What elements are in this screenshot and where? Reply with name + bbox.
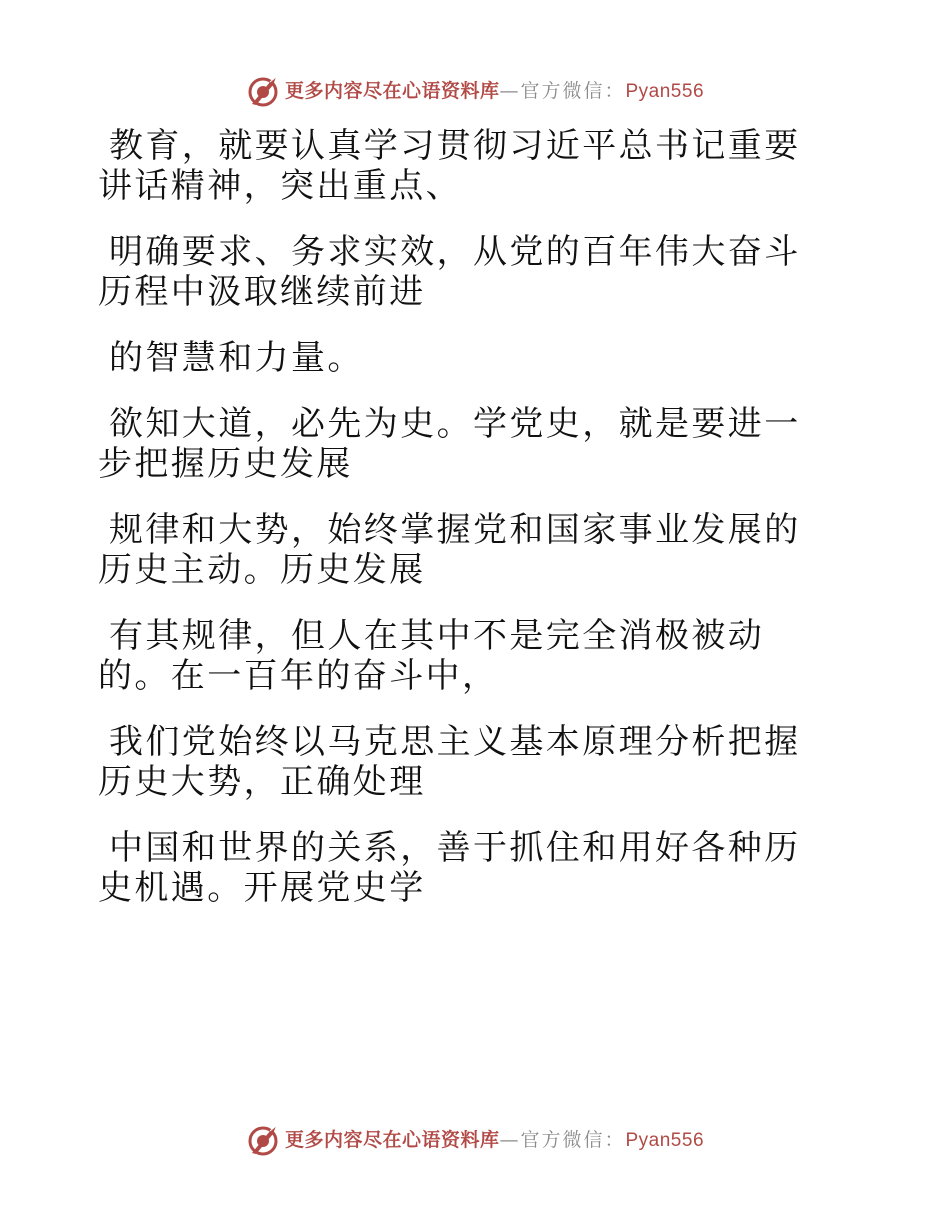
paragraph: 有其规律，但人在其中不是完全消极被动的。在一百年的奋斗中， — [98, 616, 765, 696]
header-wechat-id: Pyan556 — [625, 80, 705, 102]
quill-logo-icon — [246, 1123, 280, 1157]
paragraph: 的智慧和力量。 — [109, 338, 364, 378]
paragraph: 明确要求、务求实效，从党的百年伟大奋斗历程中汲取继续前进 — [98, 232, 801, 312]
header-watermark — [0, 71, 950, 111]
footer-wechat-id: Pyan556 — [625, 1129, 705, 1151]
footer-watermark — [0, 1120, 950, 1160]
paragraph: 中国和世界的关系，善于抓住和用好各种历史机遇。开展党史学 — [98, 828, 801, 908]
header-site-text: 更多内容尽在心语资料库 — [284, 79, 500, 102]
footer-official-text: —官方微信： — [499, 1128, 626, 1151]
paragraph: 规律和大势，始终掌握党和国家事业发展的历史主动。历史发展 — [98, 510, 801, 590]
header-official-text: —官方微信： — [499, 79, 626, 102]
paragraph: 教育，就要认真学习贯彻习近平总书记重要讲话精神，突出重点、 — [98, 126, 801, 206]
quill-logo-icon — [246, 74, 280, 108]
paragraph: 我们党始终以马克思主义基本原理分析把握历史大势，正确处理 — [98, 722, 801, 802]
document-body — [98, 126, 828, 934]
paragraph: 欲知大道，必先为史。学党史，就是要进一步把握历史发展 — [98, 404, 801, 484]
footer-site-text: 更多内容尽在心语资料库 — [284, 1128, 500, 1151]
